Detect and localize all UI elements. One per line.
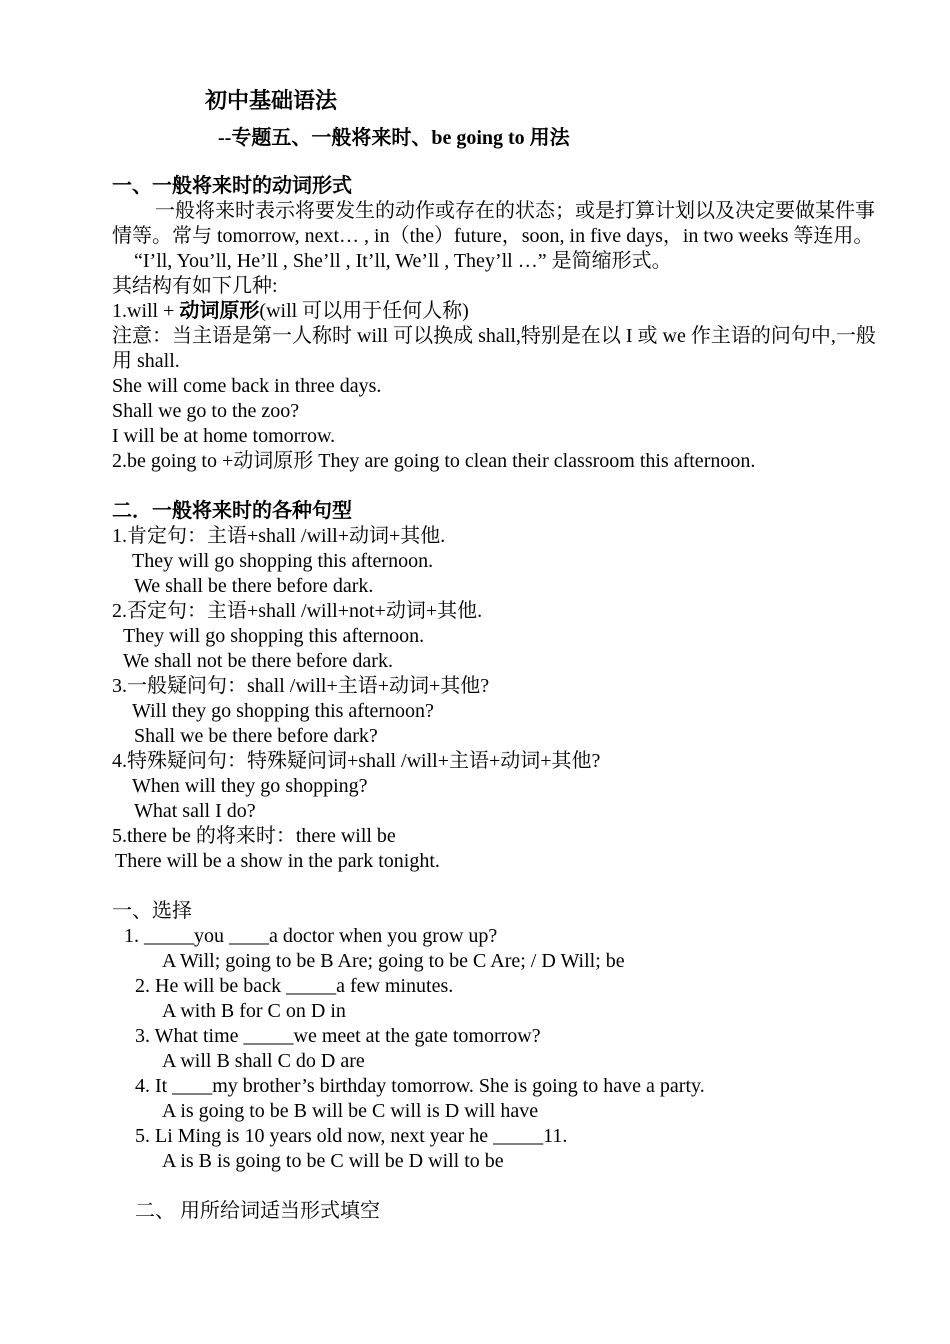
example-sentence: Shall we be there before dark?: [134, 725, 378, 747]
question-options: A with B for C on D in: [162, 1000, 346, 1022]
page-title: 初中基础语法: [205, 88, 338, 113]
question: 3. What time _____we meet at the gate tomorrow?: [135, 1025, 541, 1047]
pattern-wh-question: 4.特殊疑问句：特殊疑问词+shall /will+主语+动词+其他?: [112, 750, 601, 772]
question-options: A Will; going to be B Are; going to be C Are; / D Will; be: [162, 950, 625, 972]
pattern-negative: 2.否定句：主语+shall /will+not+动词+其他.: [112, 600, 483, 622]
example-sentence: What sall I do?: [134, 800, 256, 822]
example-sentence: Shall we go to the zoo?: [112, 400, 300, 422]
example-sentence: We shall be there before dark.: [134, 575, 374, 597]
example-sentence: They will go shopping this afternoon.: [132, 550, 434, 572]
pattern-affirmative: 1.肯定句：主语+shall /will+动词+其他.: [112, 525, 446, 547]
exercise-heading-choice: 一、选择: [112, 900, 192, 922]
section-heading-sentence-patterns: 二．一般将来时的各种句型: [112, 500, 352, 522]
question: 4. It ____my brother’s birthday tomorrow. She is going to have a party.: [135, 1075, 705, 1097]
question: 2. He will be back _____a few minutes.: [135, 975, 454, 997]
page-subtitle: --专题五、一般将来时、be going to 用法: [218, 127, 570, 149]
shall-note: 注意：当主语是第一人称时 will 可以换成 shall,特别是在以 I 或 we 作主语的问句中,一般用 shall.: [112, 325, 876, 372]
example-sentence: They will go shopping this afternoon.: [123, 625, 425, 647]
example-sentence: When will they go shopping?: [132, 775, 368, 797]
exercise-heading-fill-in: 二、 用所给词适当形式填空: [135, 1200, 380, 1222]
rule-will: [112, 299, 887, 324]
spacer: [112, 474, 887, 499]
structure-intro: 其结构有如下几种:: [112, 275, 278, 297]
question-options: A will B shall C do D are: [162, 1050, 365, 1072]
question: 5. Li Ming is 10 years old now, next year he _____11.: [135, 1125, 568, 1147]
document-body: [112, 174, 887, 1224]
intro-paragraph: 一般将来时表示将要发生的动作或存在的状态；或是打算计划以及决定要做某件事情等。常与 tomorrow, next… , in（the）future，soon, in five days，in two weeks 等连用。: [112, 200, 875, 247]
example-sentence: There will be a show in the park tonight.: [115, 850, 440, 872]
spacer: [112, 1174, 887, 1199]
example-sentence: We shall not be there before dark.: [123, 650, 393, 672]
example-sentence: Will they go shopping this afternoon?: [132, 700, 434, 722]
example-sentence: I will be at home tomorrow.: [112, 425, 336, 447]
rule-will-bold: 动词原形: [179, 300, 260, 322]
pattern-there-be: 5.there be 的将来时：there will be: [112, 825, 396, 847]
question-options: A is going to be B will be C will is D will have: [162, 1100, 539, 1122]
question-options: A is B is going to be C will be D will to be: [162, 1150, 504, 1172]
rule-will-suffix: (will 可以用于任何人称): [259, 300, 469, 322]
example-sentence: She will come back in three days.: [112, 375, 382, 397]
section-heading-verb-forms: 一、一般将来时的动词形式: [112, 175, 352, 197]
contractions-line: “I’ll, You’ll, He’ll , She’ll , It’ll, We’ll , They’ll …” 是简缩形式。: [134, 250, 672, 272]
rule-be-going-to: 2.be going to +动词原形 They are going to clean their classroom this afternoon.: [112, 450, 756, 472]
question: 1. _____you ____a doctor when you grow up?: [124, 925, 498, 947]
spacer: [112, 874, 887, 899]
rule-will-prefix: 1.will +: [112, 300, 180, 322]
pattern-yes-no-question: 3.一般疑问句：shall /will+主语+动词+其他?: [112, 675, 490, 697]
